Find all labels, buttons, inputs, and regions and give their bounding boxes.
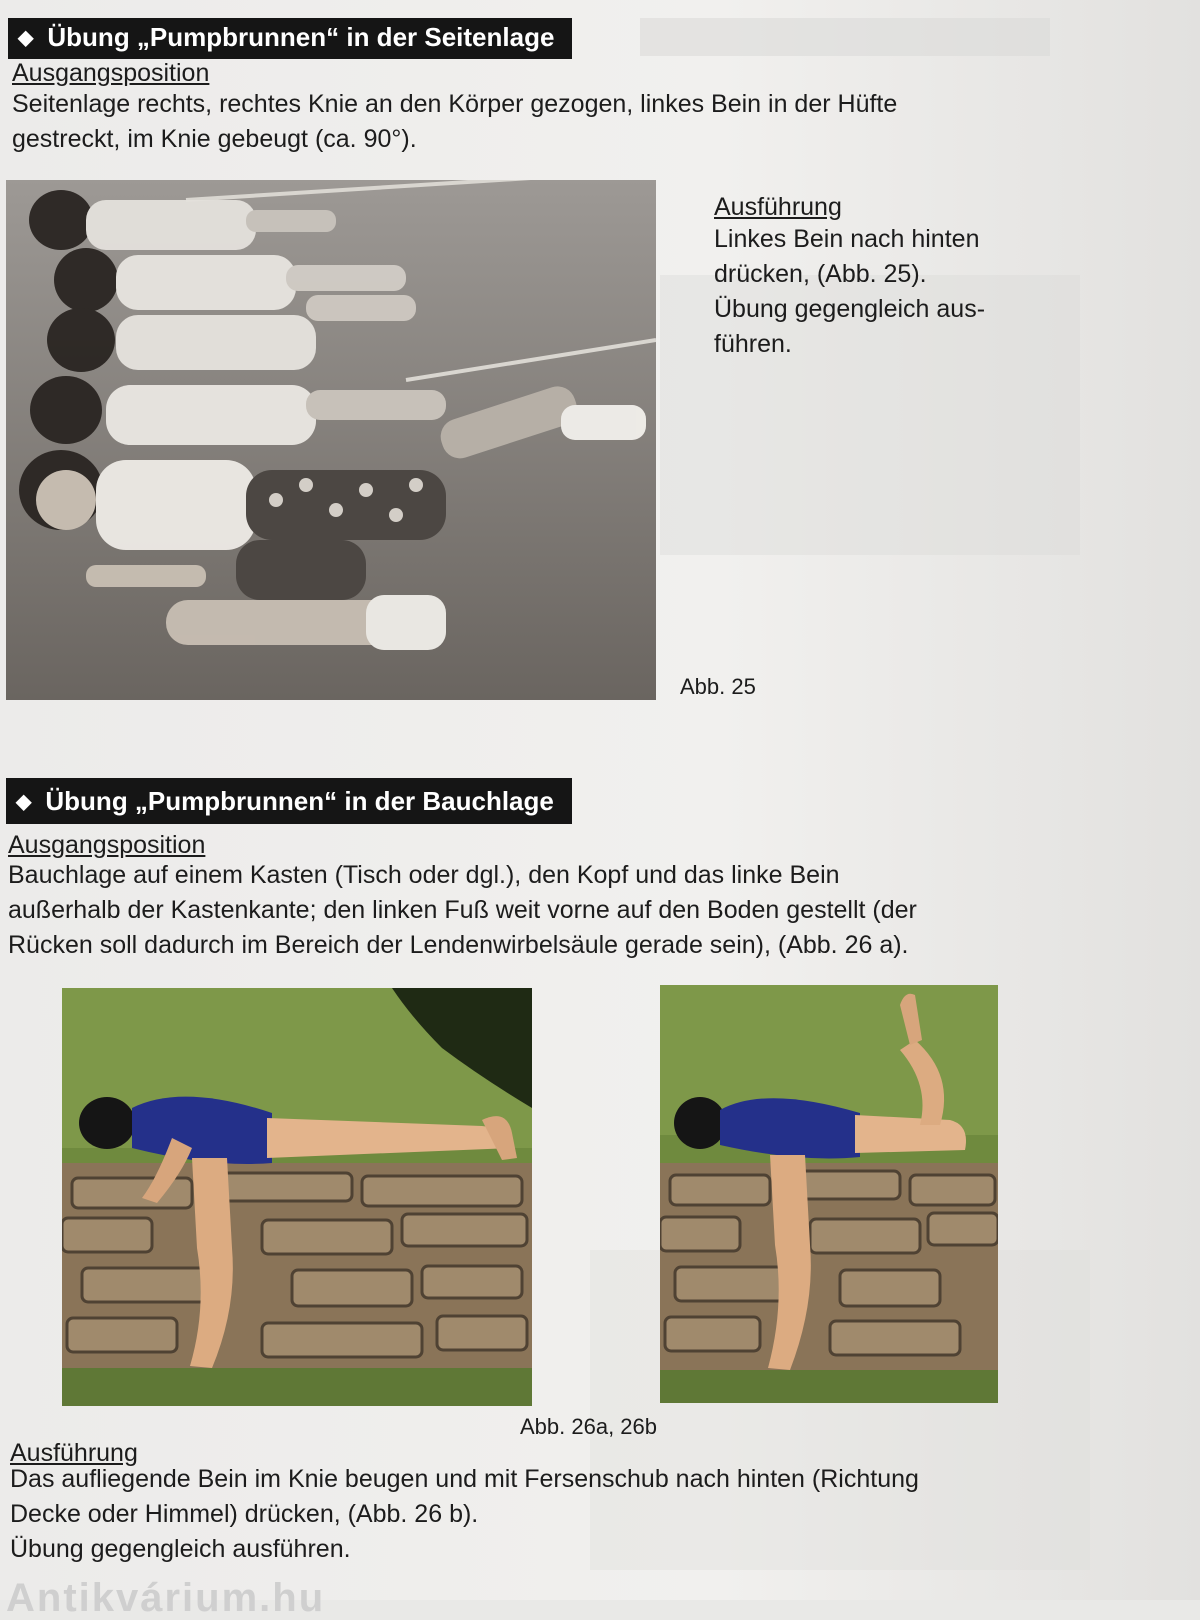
text-line: außerhalb der Kastenkante; den linken Fuß weit vorne auf den Boden gestellt (der — [8, 896, 917, 924]
woman-leg-raised-photo-icon — [660, 985, 998, 1403]
woman-on-wall-photo-icon — [62, 988, 532, 1406]
ausgangsposition-text-2 — [8, 858, 1178, 963]
ausfuehrung-text-2 — [10, 1462, 1180, 1567]
ausgangsposition-text — [12, 87, 1132, 157]
text-line: Linkes Bein nach hinten — [714, 225, 980, 253]
bleed-through-block-top — [640, 18, 1050, 56]
photo-abb-26a — [62, 988, 532, 1406]
ausfuehrung-heading-2: Ausführung — [10, 1439, 138, 1467]
diamond-bullet-icon: ◆ — [16, 791, 32, 813]
section-title-text: Übung „Pumpbrunnen“ in der Bauchlage — [45, 786, 554, 816]
watermark-logo: Antikvárium.hu — [6, 1576, 326, 1620]
ausfuehrung-heading-1: Ausführung — [714, 193, 842, 221]
girls-exercise-photo-icon — [6, 180, 656, 700]
text-line: führen. — [714, 330, 792, 358]
ausgangsposition-heading: Ausgangsposition — [12, 59, 210, 87]
text-line: Das aufliegende Bein im Knie beugen und mit Fersenschub nach hinten (Richtung — [10, 1465, 919, 1493]
text-line: drücken, (Abb. 25). — [714, 260, 927, 288]
text-line: Bauchlage auf einem Kasten (Tisch oder dgl.), den Kopf und das linke Bein — [8, 861, 840, 889]
text-line: Übung gegengleich aus- — [714, 295, 986, 323]
section-title-seitenlage — [8, 18, 572, 59]
text-line: gestreckt, im Knie gebeugt (ca. 90°). — [12, 125, 417, 153]
diamond-bullet-icon: ◆ — [18, 27, 34, 49]
text-line: Decke oder Himmel) drücken, (Abb. 26 b). — [10, 1500, 479, 1528]
ausgangsposition-heading-2: Ausgangsposition — [8, 831, 206, 859]
ausfuehrung-text-1 — [714, 222, 1154, 362]
section-title-bauchlage — [6, 778, 572, 824]
text-line: Übung gegengleich ausführen. — [10, 1535, 351, 1563]
text-line: Seitenlage rechts, rechtes Knie an den Körper gezogen, linkes Bein in der Hüfte — [12, 90, 898, 118]
caption-abb-26: Abb. 26a, 26b — [520, 1414, 658, 1439]
text-line: Rücken soll dadurch im Bereich der Lendenwirbelsäule gerade sein), (Abb. 26 a). — [8, 931, 909, 959]
photo-abb-26b — [660, 985, 998, 1403]
photo-abb-25 — [6, 180, 656, 700]
section-title-text: Übung „Pumpbrunnen“ in der Seitenlage — [47, 22, 555, 52]
caption-abb-25: Abb. 25 — [680, 674, 756, 699]
